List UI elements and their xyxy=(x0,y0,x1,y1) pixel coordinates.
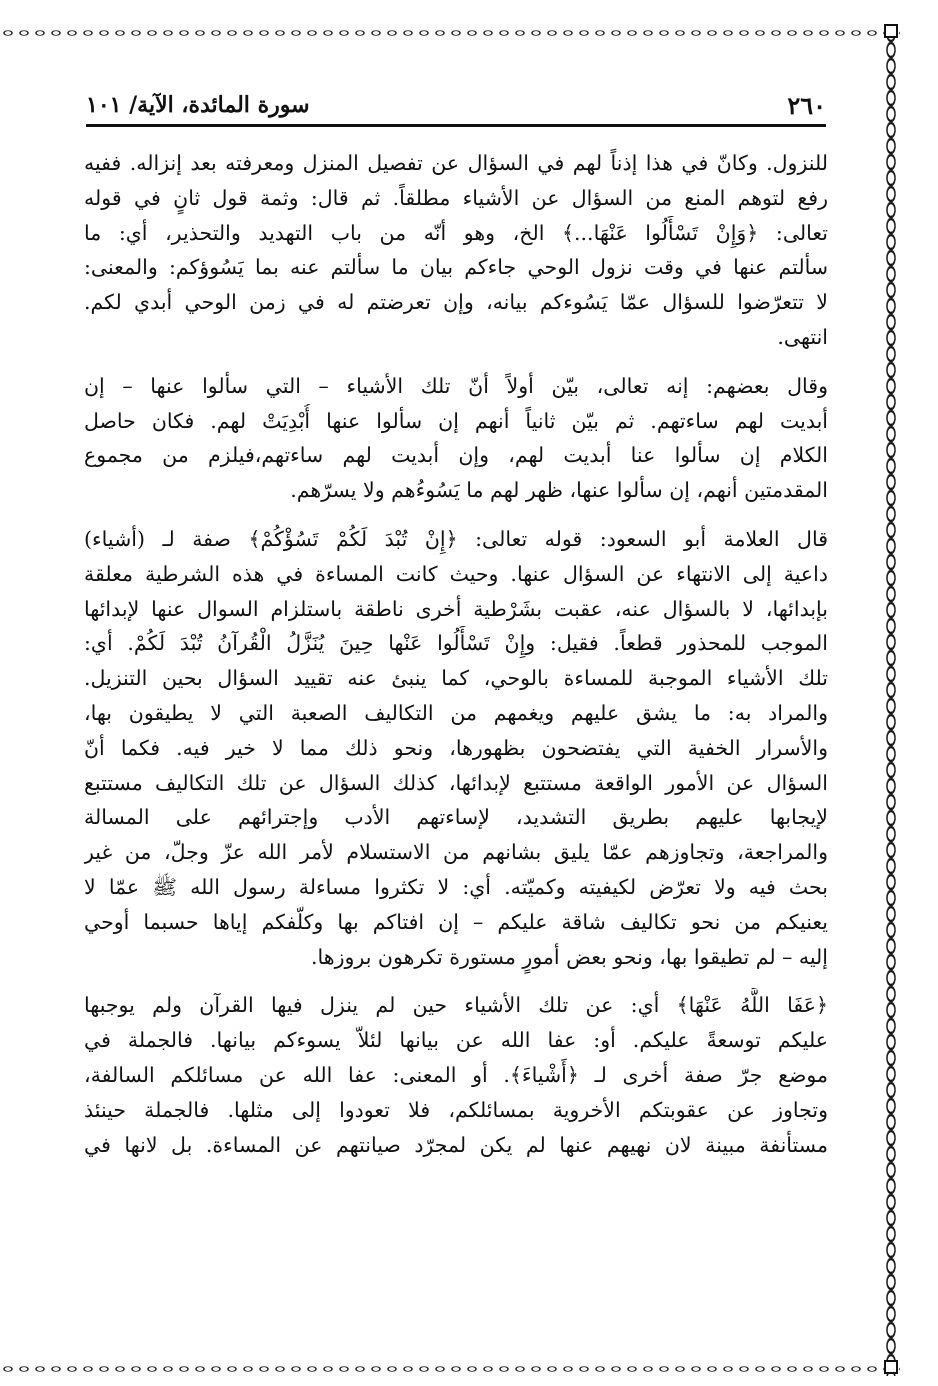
text-line: للنزول. وكانّ في هذا إذناً لهم في السؤال عن تفصيل المنزل ومعرفته بعد إنزاله. ففيه xyxy=(84,151,828,175)
text-line: لا تتعرّضوا للسؤال عمّا يَسُوءكم بيانه، وإن تعرضتم له في زمن الوحي أبدي لكم. xyxy=(84,290,828,315)
text-line: ﴿عَفَا اللَّهُ عَنْهَا﴾ أي: عن تلك الأشياء حين لم ينزل فيها القرآن ولم يوجبها xyxy=(84,993,828,1018)
text-line: داعية إلى الانتهاء عن السؤال عنها. وحيث كانت المساءة في هذه الشرطية معلقة xyxy=(84,561,828,586)
text-line: موضع جرّ صفة أخرى لـ ﴿أَشْياءَ﴾. أو المعنى: عفا الله عن مسائلكم السالفة، xyxy=(84,1062,828,1087)
text-line: المقدمتين أنهم، إن سألوا عنها، ظهر لهم ما يَسُوءُهم ولا يسرّهم. xyxy=(290,478,828,503)
text-line: والمراجعة، وتجاوزهم عمّا يليق بشانهم من الاستسلام لأمر الله عزّ وجلّ، من غير xyxy=(84,840,828,865)
paragraph-3 xyxy=(84,522,828,974)
header-divider xyxy=(86,124,826,127)
text-line: لإيجابها عليهم بطريق التشديد، لإساءتهم الأدب وإجترائهم على المسالة xyxy=(84,805,828,830)
text-line: الكلام إن سألوا عنا أبديت لهم، وإن أبديت لهم ساءتهم،فيلزم من مجموع xyxy=(84,443,828,468)
text-line: الموجب للمحذور قطعاً. فقيل: وإِنْ تَسْأَلُوا عَنْها حِينَ يُنَزَّلُ الْقُرآنُ تُبْدَ لَكُمْ. أي: xyxy=(84,631,828,656)
text-line: السؤال عن الأمور الواقعة مستتبع لإبدائها، كذلك السؤال عن تلك التكاليف مستتبع xyxy=(84,770,828,795)
text-line: سألتم عنها في وقت نزول الوحي جاءكم بيان ما سألتم عنه بما يَسُوؤكم: والمعنى: xyxy=(84,255,828,280)
paragraph-2 xyxy=(84,369,828,508)
text-line: بحث فيه ولا تعرّض لكيفيته وكميّته. أي: لا تكثروا مساءلة رسول الله ﷺ عمّا لا xyxy=(84,874,828,899)
text-line: قال العلامة أبو السعود: قوله تعالى: ﴿إِنْ تُبْدَ لَكُمْ تَسُؤْكُمْ﴾ صفة لـ (أشياء) xyxy=(84,526,828,551)
text-line: تلك الأشياء الموجبة للمساءة بالوحي، كما ينبئ عنه تقييد السؤال بحين التنزيل. xyxy=(84,666,828,691)
text-line: مستأنفة مبينة لان نهيهم عنها لم يكن لمجرّد صيانتهم عن المساءة. بل لانها في xyxy=(84,1132,828,1157)
text-line: أبديت لهم ساءتهم. ثم بيّن ثانياً أنهم إن سألوا عنها أُبْدِيَتْ لهم. فكان حاصل xyxy=(84,408,828,433)
decorative-border-right xyxy=(884,26,898,1376)
border-corner-bottom-right xyxy=(884,1360,898,1374)
text-line: والمراد به: ما يشق عليهم ويغمهم من التكاليف الصعبة التي لا يطيقون بها، xyxy=(84,700,828,725)
text-line: يعنيكم من نحو تكاليف شاقة عليكم – إن افتاكم بها وكلّفكم إياها حسبما أوحي xyxy=(84,909,828,934)
text-line: رفع لتوهم المنع من السؤال عن الأشياء مطلقاً. ثم قال: وثمة قول ثانٍ في قوله xyxy=(84,185,828,210)
page-number: ٢٦٠ xyxy=(787,90,826,120)
text-line: تعالى: ﴿وَإِنْ تَسْأَلُوا عَنْهَا...﴾ الخ، وهو أنّه من باب التهديد والتحذير، أي: ما xyxy=(84,220,828,245)
page-header xyxy=(86,88,826,122)
decorative-border-bottom xyxy=(0,1362,900,1376)
paragraph-1 xyxy=(84,146,828,355)
decorative-border-top xyxy=(0,26,900,40)
text-line: وقال بعضهم: إنه تعالى، بيّن أولاً أنّ تلك الأشياء – التي سألوا عنها – إن xyxy=(84,373,828,398)
text-line: بإبدائها، لا بالسؤال عنه، عقبت بشَرْطية أخرى ناطقة باستلزام السوال عنها لإبدائها xyxy=(84,596,828,621)
border-corner-top-right xyxy=(884,24,898,38)
text-line: والأسرار الخفية التي يفتضحون بظهورها، ونحو ذلك مما لا خير فيه. فكما أنّ xyxy=(84,735,828,760)
running-title: سورة المائدة، الآية/ ١٠١ xyxy=(86,92,310,118)
page-body xyxy=(84,146,828,1176)
text-line: إليه – لم تطيقوا بها، ونحو بعض أمورٍ مستورة تكرهون بروزها. xyxy=(311,944,828,969)
text-line: وتجاوز عن عقوبتكم الأخروية بمسائلكم، فلا تعودوا إلى مثلها. فالجملة حينئذ xyxy=(84,1097,828,1122)
text-line: عليكم توسعةً عليكم. أو: عفا الله عن بيانها لئلاّ يسوءكم بيانها. فالجملة في xyxy=(84,1028,828,1053)
paragraph-4 xyxy=(84,988,828,1162)
text-line: انتهى. xyxy=(777,324,828,349)
